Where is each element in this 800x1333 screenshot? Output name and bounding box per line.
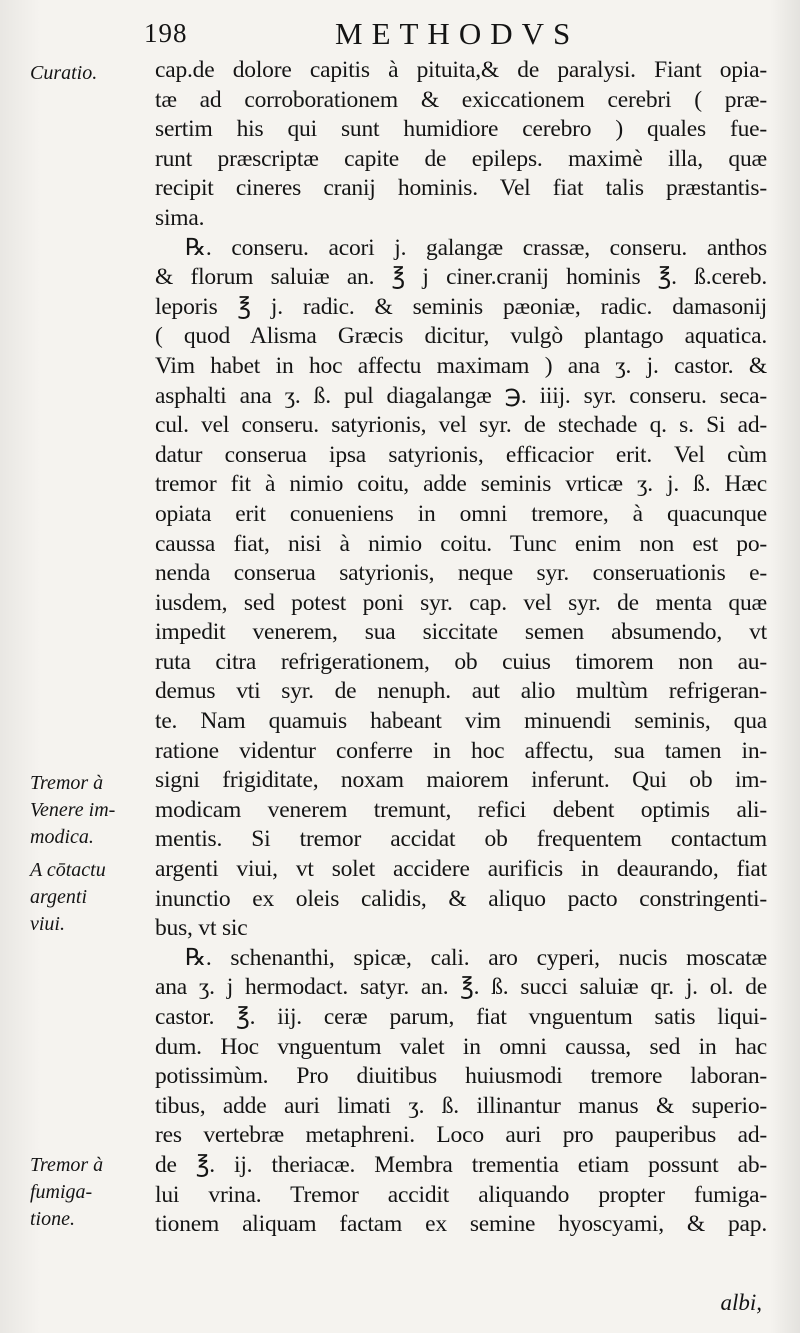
margin-note-line: Tremor à	[30, 772, 104, 794]
running-title: METHODVS	[335, 16, 580, 51]
margin-note-line: fumiga-	[30, 1181, 93, 1203]
text-line: tæ ad corroborationem & exiccationem cerebri ( præ-	[155, 86, 767, 113]
text-line: recipit cineres cranij hominis. Vel fiat talis præstantis-	[155, 175, 767, 202]
text-line: te. Nam quamuis habeant vim minuendi seminis, qua	[155, 708, 767, 735]
text-line: res vertebræ metaphreni. Loco auri pro pauperibus ad-	[155, 1122, 767, 1149]
text-line: leporis ℥ j. radic. & seminis pæoniæ, radic. damasonij	[155, 293, 767, 320]
text-line: potissimùm. Pro diuitibus huiusmodi tremore laboran-	[155, 1063, 767, 1090]
page-header	[140, 12, 780, 56]
text-line: ratione videntur conferre in hoc affectu, sua tamen in-	[155, 737, 767, 764]
text-line: lui vrina. Tremor accidit aliquando propter fumiga-	[155, 1181, 767, 1208]
text-line: mentis. Si tremor accidat ob frequentem contactum	[155, 826, 767, 853]
margin-note-line: Curatio.	[30, 62, 98, 84]
text-line: ana ʒ. j hermodact. satyr. an. ℥. ß. succi saluiæ qr. j. ol. de	[155, 974, 767, 1001]
recipe-line: ℞. schenanthi, spicæ, cali. aro cyperi, nucis moscatæ	[185, 944, 767, 971]
text-line: argenti viui, vt solet accidere aurificis in deaurando, fiat	[155, 856, 767, 883]
margin-note-fumigatione	[30, 1152, 155, 1233]
text-line: & florum saluiæ an. ℥ j ciner.cranij hominis ℥. ß.cereb.	[155, 264, 767, 291]
margin-note-curatio	[30, 60, 155, 87]
text-line: asphalti ana ʒ. ß. pul diagalangæ ℈. iiij. syr. conseru. secа-	[155, 382, 767, 409]
margin-note-line: modica.	[30, 826, 94, 848]
margin-note-line: argenti	[30, 886, 88, 908]
page-number: 198	[144, 18, 188, 48]
margin-note-line: Venere im-	[30, 799, 116, 821]
text-line: castor. ℥. iij. ceræ parum, fiat vnguentum satis liqui-	[155, 1004, 767, 1030]
margin-note-venere	[30, 770, 155, 851]
margin-note-argenti	[30, 857, 155, 938]
text-line: sertim his qui sunt humidiore cerebro ) quales fue-	[155, 116, 767, 143]
margin-note-line: Tremor à	[30, 1154, 104, 1176]
text-line: signi frigiditate, noxam maiorem inferunt. Qui ob im-	[155, 767, 767, 794]
margin-note-line: viui.	[30, 913, 65, 935]
text-line: inunctio ex oleis calidis, & aliquo pacto constringenti-	[155, 885, 767, 912]
text-line: cap.de dolore capitis à pituita,& de paralysi. Fiant opia-	[155, 57, 767, 83]
text-line: tremor fit à nimio coitu, adde seminis vrticæ ʒ. j. ß. Hæc	[155, 471, 767, 498]
text-line: datur conserua ipsa satyrionis, efficacior erit. Vel cùm	[155, 441, 767, 468]
text-line: caussa fiat, nisi à nimio coitu. Tunc enim non est po-	[155, 530, 767, 557]
catchword: albi,	[720, 1290, 762, 1315]
text-line: ruta citra refrigerationem, ob cuius timorem non au-	[155, 648, 767, 675]
text-line: tibus, adde auri limati ʒ. ß. illinantur manus & superio-	[155, 1092, 767, 1119]
text-line: iusdem, sed potest poni syr. cap. vel syr. de menta quæ	[155, 589, 767, 616]
text-line: sima.	[155, 204, 205, 231]
text-line: demus vti syr. de nenuph. aut alio multùm refrigeran-	[155, 678, 767, 705]
text-line: bus, vt sic	[155, 915, 248, 942]
text-line: runt præscriptæ capite de epileps. maximè illa, quæ	[155, 145, 767, 172]
text-line: Vim habet in hoc affectu maximam ) ana ʒ. j. castor. &	[155, 352, 767, 379]
text-line: impedit venerem, sua siccitate semen absumendo, vt	[155, 619, 767, 646]
text-line: modicam venerem tremunt, refici debent optimis ali-	[155, 796, 767, 823]
recipe-line: ℞. conseru. acori j. galangæ crassæ, conseru. anthos	[185, 234, 767, 261]
text-line: dum. Hoc vnguentum valet in omni caussa, sed in hac	[155, 1033, 767, 1060]
text-line: ( quod Alisma Græcis dicitur, vulgò plantago aquatica.	[155, 323, 767, 350]
text-line: cul. vel conseru. satyrionis, vel syr. de stechade q. s. Si ad-	[155, 412, 767, 439]
text-line: de ℥. ij. theriacæ. Membra trementia etiam possunt ab-	[155, 1151, 767, 1178]
text-line: opiata erit conueniens in omni tremore, à quacunque	[155, 500, 767, 527]
text-line: nenda conserua satyrionis, neque syr. conseruationis e-	[155, 560, 767, 587]
body-text	[155, 56, 767, 1240]
margin-note-line: tione.	[30, 1208, 75, 1230]
margin-note-line: A cōtactu	[30, 859, 106, 881]
text-line: tionem aliquam factam ex semine hyoscyami, & pap.	[155, 1211, 767, 1238]
